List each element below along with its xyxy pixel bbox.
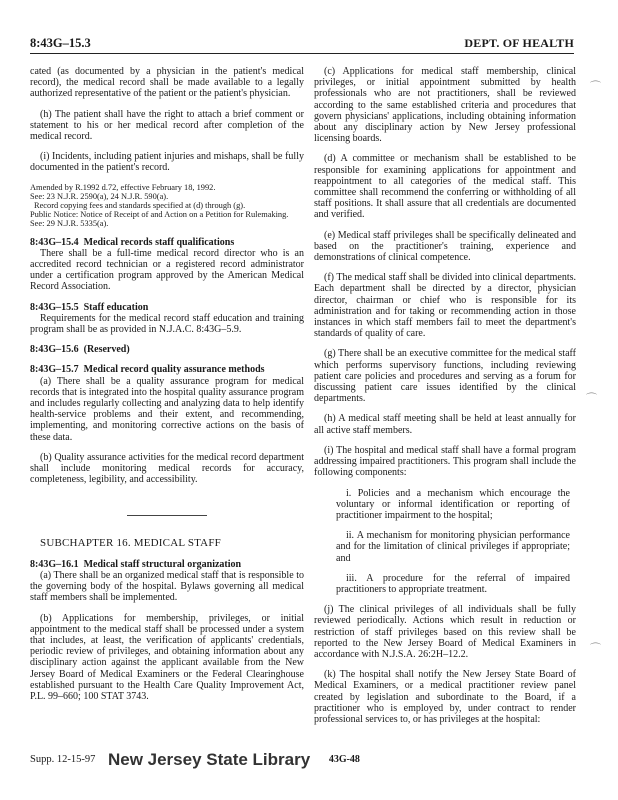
- left-column: [30, 66, 304, 711]
- paragraph-b: (b) Applications for membership, privileges, or initial appointment to the medical staff shall be processed under a system that includes, at least, the verification of applicants' credentials, periodic review of privileges, and obtaining information about any disciplinary action against the applicant available from the New Jersey Board of Medical Examiners or the Federal Clearinghouse established pursuant to the Health Care Quality Improvement Act, P.L. 99–660; 100 STAT 3743.: [30, 612, 304, 702]
- paragraph-b: (b) Quality assurance activities for the medical record department shall include monitoring medical records for accuracy, completeness, legibility, and accessibility.: [30, 451, 304, 486]
- paragraph-c: (c) Applications for medical staff membership, clinical privileges, or initial appointment submitted by health professionals who are not practitioners, shall be reviewed according to the same established criteria and procedures that govern physicians' applications, including obtaining information about any disciplinary action by New Jersey professional licensing boards.: [314, 66, 576, 145]
- history-note: Record copying fees and standards specified at (d) through (g).: [34, 200, 246, 210]
- page-number: 43G-48: [328, 754, 360, 765]
- section-heading: 8:43G–15.6 (Reserved): [30, 344, 130, 356]
- paragraph-k: (k) The hospital shall notify the New Jersey State Board of Medical Examiners, or a medical practitioner review panel created by legislation and subordinate to the Board, if a practitioner who is employed by, under contract to render professional services to, or has privileges at the hospital:: [314, 669, 576, 725]
- supplement-date: Supp. 12-15-97: [30, 754, 96, 765]
- margin-mark: ⌒: [590, 81, 601, 93]
- history-note: See: 23 N.J.R. 2590(a), 24 N.J.R. 590(a).: [30, 191, 169, 201]
- paragraph-a: (a) There shall be an organized medical staff that is responsible to the governing body of the hospital. Bylaws governing all medical staff members shall be implemented.: [30, 569, 304, 604]
- section-heading: 8:43G–15.7 Medical record quality assurance methods: [30, 364, 265, 376]
- running-head-section: 8:43G–15.3: [30, 36, 91, 50]
- history-note: Public Notice: Notice of Receipt of and Action on a Petition for Rulemaking.: [30, 209, 289, 219]
- margin-mark: ⌒: [590, 643, 601, 655]
- section-divider: [127, 515, 207, 516]
- right-column: [314, 66, 576, 734]
- paragraph-h: (h) The patient shall have the right to attach a brief comment or statement to his or her medical record after completion of the medical record.: [30, 108, 304, 143]
- paragraph-a: (a) There shall be a quality assurance program for medical records that is integrated into the hospital quality assurance program and includes regularly collecting and analyzing data to help identify health-service problems and their extent, and recommending, implementing, and monitoring corrective actions on the basis of these data.: [30, 375, 304, 443]
- paragraph-i: (i) Incidents, including patient injuries and mishaps, shall be fully documented in the patient's record.: [30, 151, 304, 174]
- subchapter-heading: SUBCHAPTER 16. MEDICAL STAFF: [40, 537, 221, 550]
- header-rule: [30, 53, 574, 54]
- paragraph-h: (h) A medical staff meeting shall be held at least annually for all active staff members.: [314, 413, 576, 436]
- list-item: ii. A mechanism for monitoring physician performance and for the limitation of clinical privileges if appropriate; and: [336, 530, 570, 564]
- history-note: Amended by R.1992 d.72, effective February 18, 1992.: [30, 182, 216, 192]
- section-text: Requirements for the medical record staff education and training program shall be as provided in N.J.A.C. 8:43G–5.9.: [30, 312, 304, 336]
- paragraph-e: (e) Medical staff privileges shall be specifically delineated and based on the practitioner's training, experience and demonstrations of clinical competence.: [314, 229, 576, 264]
- section-heading: 8:43G–16.1 Medical staff structural organization: [30, 558, 242, 570]
- paragraph-i: (i) The hospital and medical staff shall have a formal program addressing impaired practitioners. This program shall include the following components:: [314, 444, 576, 479]
- section-heading: 8:43G–15.5 Staff education: [30, 301, 149, 313]
- section-heading: 8:43G–15.4 Medical records staff qualifications: [30, 236, 235, 248]
- paragraph-d: (d) A committee or mechanism shall be established to be responsible for examining applications for appointment and reappointment to all categories of the medical staff. This committee shall recommend the conferring or withholding of all staff positions. It shall assure that all credentials are documented and verified.: [314, 153, 576, 221]
- paragraph-j: (j) The clinical privileges of all individuals shall be fully reviewed periodically. Actions which result in reduction or restriction of staff privileges based on this review shall be reported to the New Jersey Board of Medical Examiners in accordance with N.J.S.A. 26:2H–12.2.: [314, 604, 576, 660]
- paragraph: cated (as documented by a physician in the patient's medical record), the medical record shall be made available to a legally authorized representative of the patient or the patient's physician.: [30, 66, 304, 100]
- page-footer: [30, 747, 360, 767]
- list-item: iii. A procedure for the referral of impaired practitioners to appropriate treatment.: [336, 572, 570, 595]
- list-item: i. Policies and a mechanism which encourage the voluntary or informal identification or reporting of practitioner impairment to the hospital;: [336, 487, 570, 521]
- history-note: See: 29 N.J.R. 5335(a).: [30, 218, 109, 228]
- library-stamp: New Jersey State Library: [107, 750, 311, 769]
- paragraph-g: (g) There shall be an executive committee for the medical staff which performs supervisory functions, including reviewing patient care policies and procedures and serving as a forum for discussing patient care issues identified by the clinical departments.: [314, 348, 576, 405]
- section-text: There shall be a full-time medical record director who is an accredited record technician or a registered record administrator under a certification program approved by the American Medical Record Association.: [30, 247, 304, 293]
- paragraph-f: (f) The medical staff shall be divided into clinical departments. Each department shall be directed by a director, physician director, chairman or chief who is responsible for its administration and for taking or recommending action in those instances in which staff members fail to meet the department's standards of quality of care.: [314, 272, 576, 340]
- margin-mark: ⌒: [586, 393, 597, 405]
- running-head-department: DEPT. OF HEALTH: [464, 36, 574, 50]
